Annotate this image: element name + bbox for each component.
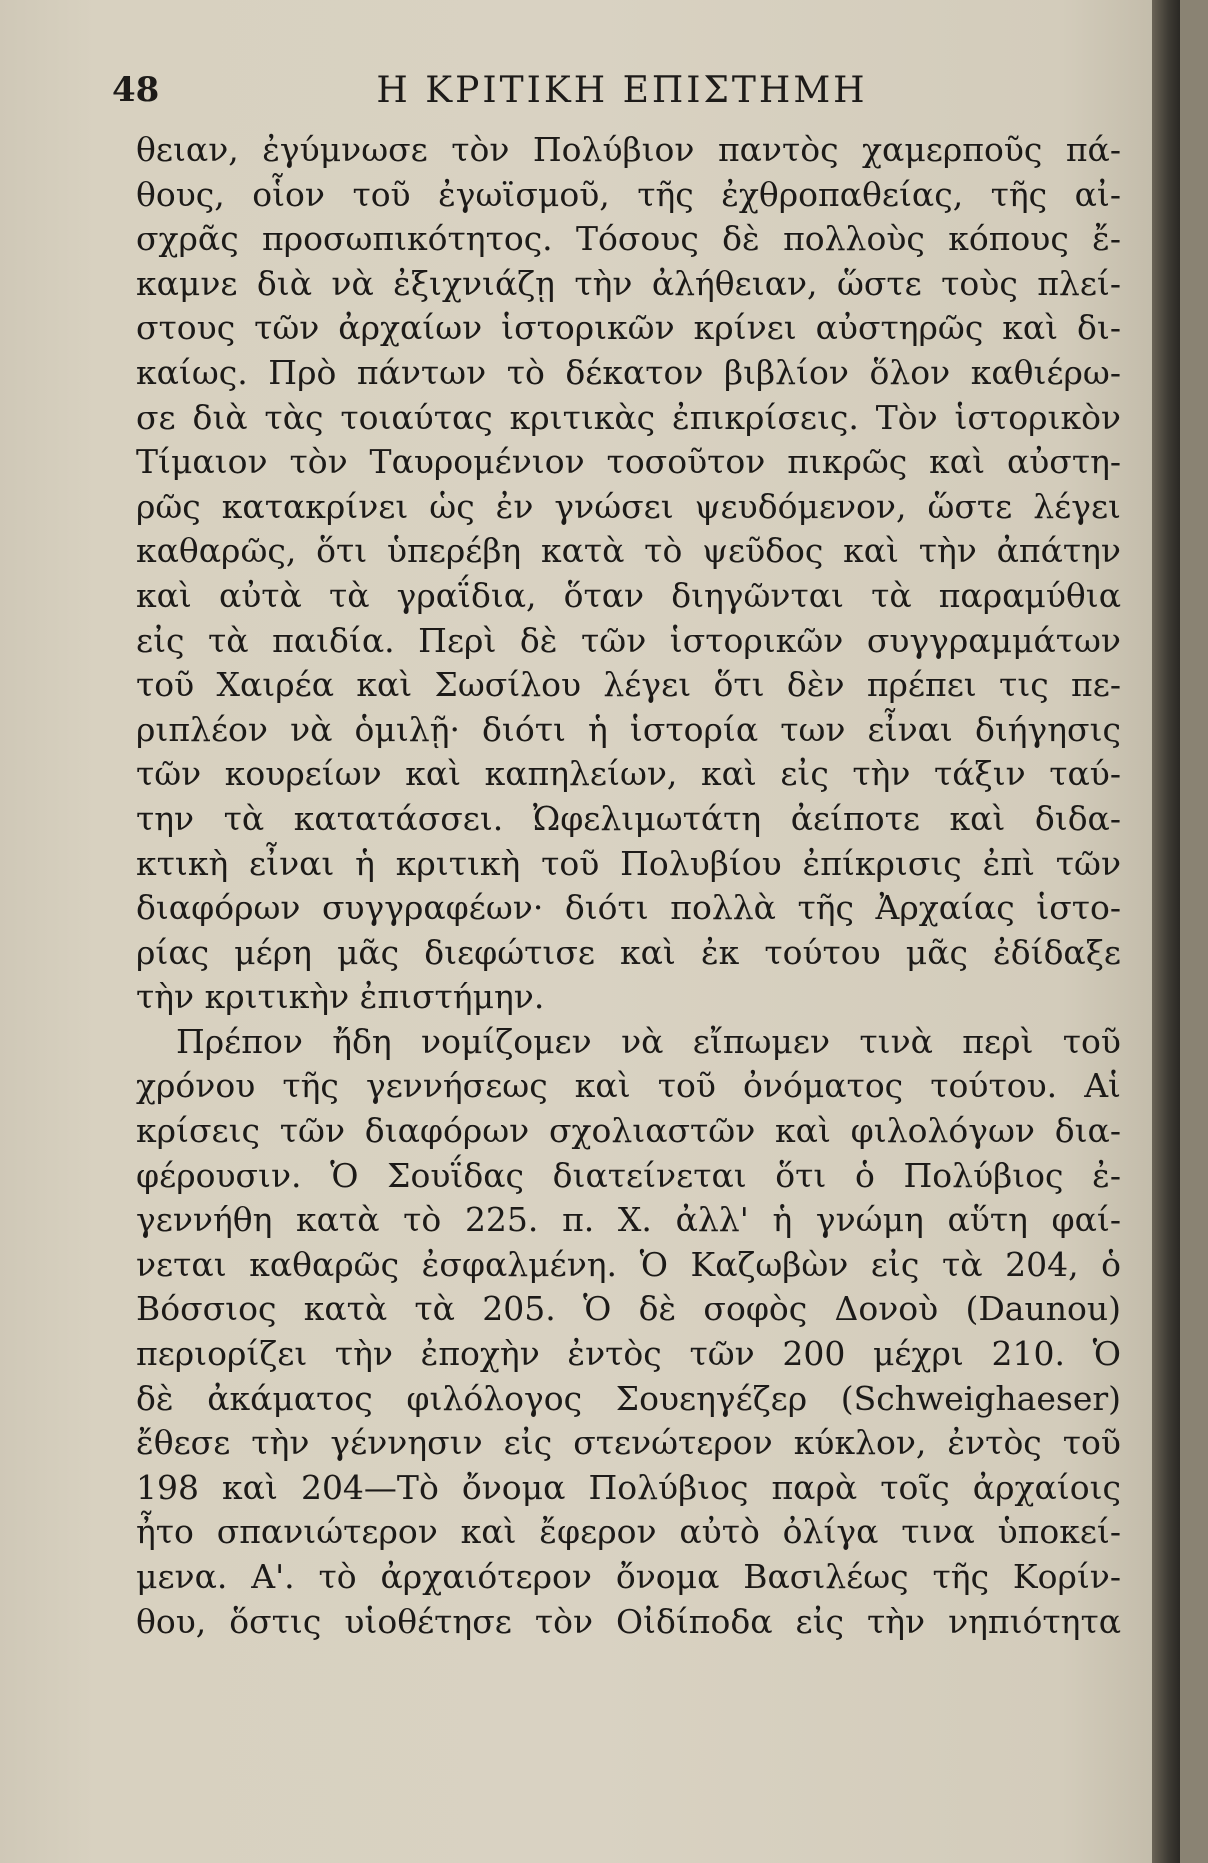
- text-line: θους, οἷον τοῦ ἐγωϊσμοῦ, τῆς ἐχθροπαθείας, τῆς αἰ-: [136, 174, 1121, 214]
- text-line: σε διὰ τὰς τοιαύτας κριτικὰς ἐπικρίσεις. Τὸν ἱστορικὸν: [136, 397, 1121, 437]
- text-line: ἔθεσε τὴν γέννησιν εἰς στενώτερον κύκλον, ἐντὸς τοῦ: [136, 1423, 1121, 1463]
- text-line: εἰς τὰ παιδία. Περὶ δὲ τῶν ἱστορικῶν συγγραμμάτων: [136, 620, 1121, 660]
- text-line: νεται καθαρῶς ἐσφαλμένη. Ὁ Καζωβὼν εἰς τὰ 204, ὁ: [136, 1244, 1121, 1284]
- text-line: διαφόρων συγγραφέων· διότι πολλὰ τῆς Ἀρχαίας ἱστο-: [136, 888, 1121, 928]
- text-line: τοῦ Χαιρέα καὶ Σωσίλου λέγει ὅτι δὲν πρέπει τις πε-: [136, 665, 1121, 705]
- text-line: καμνε διὰ νὰ ἐξιχνιάζῃ τὴν ἀλήθειαν, ὥστε τοὺς πλεί-: [136, 263, 1121, 303]
- text-line: ρίας μέρη μᾶς διεφώτισε καὶ ἐκ τούτου μᾶς ἐδίδαξε: [136, 932, 1121, 972]
- text-line: σχρᾶς προσωπικότητος. Τόσους δὲ πολλοὺς κόπους ἔ-: [136, 219, 1121, 259]
- text-line: κτικὴ εἶναι ἡ κριτικὴ τοῦ Πολυβίου ἐπίκρισις ἐπὶ τῶν: [136, 843, 1121, 883]
- text-line: ἦτο σπανιώτερον καὶ ἔφερον αὐτὸ ὀλίγα τινα ὑποκεί-: [136, 1512, 1121, 1552]
- body-text: [136, 128, 1121, 1644]
- text-line: καθαρῶς, ὅτι ὑπερέβη κατὰ τὸ ψεῦδος καὶ τὴν ἀπάτην: [136, 531, 1121, 571]
- text-line: 198 καὶ 204—Τὸ ὄνομα Πολύβιος παρὰ τοῖς ἀρχαίοις: [136, 1467, 1121, 1507]
- text-line: τῶν κουρείων καὶ καπηλείων, καὶ εἰς τὴν τάξιν ταύ-: [136, 754, 1121, 794]
- text-line: θου, ὅστις υἱοθέτησε τὸν Οἰδίποδα εἰς τὴν νηπιότητα: [136, 1601, 1121, 1641]
- text-line: την τὰ κατατάσσει. Ὠφελιμωτάτη ἀείποτε καὶ διδα-: [136, 798, 1121, 838]
- text-line: καίως. Πρὸ πάντων τὸ δέκατον βιβλίον ὅλον καθιέρω-: [136, 352, 1121, 392]
- page-number: 48: [112, 70, 160, 110]
- text-line: θειαν, ἐγύμνωσε τὸν Πολύβιον παντὸς χαμερποῦς πά-: [136, 130, 1121, 169]
- text-line: φέρουσιν. Ὁ Σουΐδας διατείνεται ὅτι ὁ Πολύβιος ἐ-: [136, 1155, 1121, 1195]
- text-line: Βόσσιος κατὰ τὰ 205. Ὁ δὲ σοφὸς Δονοὺ (Daunou): [136, 1289, 1121, 1329]
- text-line: Τίμαιον τὸν Ταυρομένιον τοσοῦτον πικρῶς καὶ αὐστη-: [136, 442, 1121, 482]
- text-line: περιορίζει τὴν ἐποχὴν ἐντὸς τῶν 200 μέχρι 210. Ὁ: [136, 1334, 1121, 1374]
- text-line: κρίσεις τῶν διαφόρων σχολιαστῶν καὶ φιλολόγων δια-: [136, 1111, 1121, 1151]
- text-line: δὲ ἀκάματος φιλόλογος Σουεηγέζερ (Schweighaeser): [136, 1378, 1121, 1418]
- text-line: καὶ αὐτὰ τὰ γραΐδια, ὅταν διηγῶνται τὰ παραμύθια: [136, 575, 1121, 615]
- paragraph-last-line: τὴν κριτικὴν ἐπιστήμην.: [136, 977, 545, 1017]
- running-head: [112, 62, 1132, 118]
- text-line: μενα. Α'. τὸ ἀρχαιότερον ὄνομα Βασιλέως τῆς Κορίν-: [136, 1557, 1121, 1596]
- text-line: ρῶς κατακρίνει ὡς ἐν γνώσει ψευδόμενον, ὥστε λέγει: [136, 486, 1121, 526]
- text-line: χρόνου τῆς γεννήσεως καὶ τοῦ ὀνόματος τούτου. Αἱ: [136, 1066, 1121, 1106]
- paragraph-first-line: Πρέπον ἤδη νομίζομεν νὰ εἴπωμεν τινὰ περὶ τοῦ: [176, 1021, 1121, 1061]
- text-line: γεννήθη κατὰ τὸ 225. π. Χ. ἀλλ' ἡ γνώμη αὕτη φαί-: [136, 1200, 1121, 1240]
- text-line: ριπλέον νὰ ὁμιλῇ· διότι ἡ ἱστορία των εἶναι διήγησις: [136, 709, 1121, 749]
- page-edge-shadow: [1152, 0, 1180, 1863]
- running-title: Η ΚΡΙΤΙΚΗ ΕΠΙΣΤΗΜΗ: [376, 70, 868, 111]
- text-line: στους τῶν ἀρχαίων ἱστορικῶν κρίνει αὐστηρῶς καὶ δι-: [136, 308, 1121, 348]
